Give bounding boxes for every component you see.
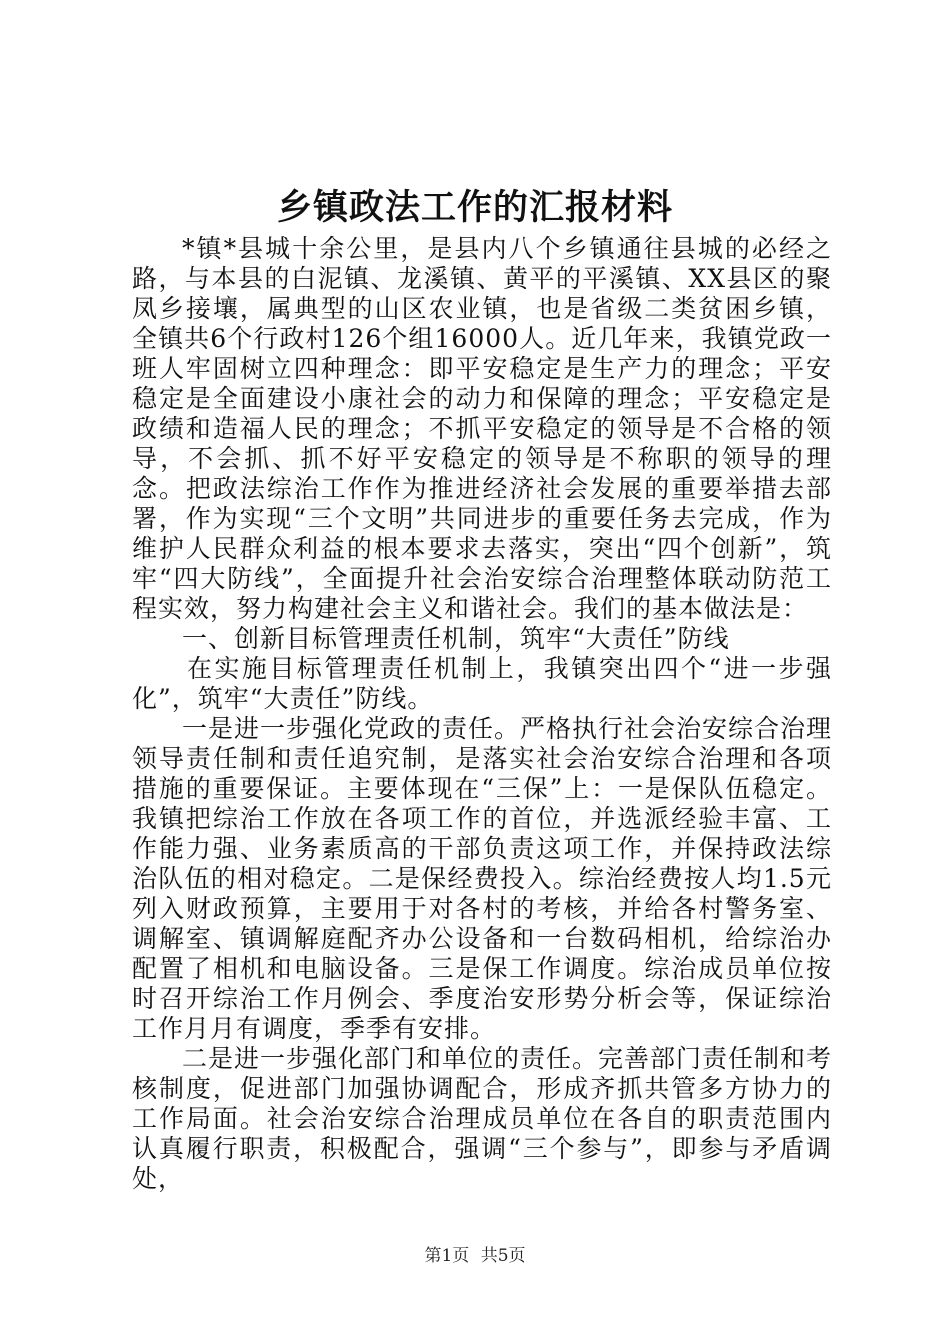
paragraph-party-responsibility: 一是进一步强化党政的责任。严格执行社会治安综合治理领导责任制和责任追究制，是落实社会治安综合治理和各项措施的重要保证。主要体现在“三保”上：一是保队伍稳定。我镇把综治工作放在各项工作的首位，并选派经验丰富、工作能力强、业务素质高的干部负责这项工作，并保持政法综治队伍的相对稳定。二是保经费投入。综治经费按人均1.5元列入财政预算，主要用于对各村的考核，并给各村警务室、调解室、镇调解庭配齐办公设备和一台数码相机，给综治办配置了相机和电脑设备。三是保工作调度。综治成员单位按时召开综治工作月例会、季度治安形势分析会等，保证综治工作月月有调度，季季有安排。 (132, 714, 833, 1043)
document-body (132, 234, 832, 1194)
page-total: 共5页 (480, 1246, 526, 1266)
document-title: 乡镇政法工作的汇报材料 (276, 187, 673, 228)
section-heading-1: 一、创新目标管理责任机制，筑牢“大责任”防线 (182, 624, 730, 653)
paragraph-intro: *镇*县城十余公里，是县内八个乡镇通往县城的必经之路，与本县的白泥镇、龙溪镇、黄平的平溪镇、XX县区的聚凤乡接壤，属典型的山区农业镇，也是省级二类贫困乡镇，全镇共6个行政村126个组16000人。近几年来，我镇党政一班人牢固树立四种理念：即平安稳定是生产力的理念；平安稳定是全面建设小康社会的动力和保障的理念；平安稳定是政绩和造福人民的理念；不抓平安稳定的领导是不合格的领导，不会抓、抓不好平安稳定的领导是不称职的领导的理念。把政法综治工作作为推进经济社会发展的重要举措去部署，作为实现“三个文明”共同进步的重要任务去完成，作为维护人民群众利益的根本要求去落实，突出“四个创新”，筑牢“四大防线”，全面提升社会治安综合治理整体联动防范工程实效，努力构建社会主义和谐社会。我们的基本做法是： (132, 234, 832, 623)
page-footer (0, 1245, 950, 1267)
page-number: 第1页 (424, 1246, 470, 1266)
paragraph-section-1-intro: 在实施目标管理责任机制上，我镇突出四个“进一步强化”，筑牢“大责任”防线。 (132, 654, 832, 713)
paragraph-department-responsibility: 二是进一步强化部门和单位的责任。完善部门责任制和考核制度，促进部门加强协调配合，形成齐抓共管多方协力的工作局面。社会治安综合治理成员单位在各自的职责范围内认真履行职责，积极配合，强调“三个参与”，即参与矛盾调处， (132, 1044, 833, 1193)
